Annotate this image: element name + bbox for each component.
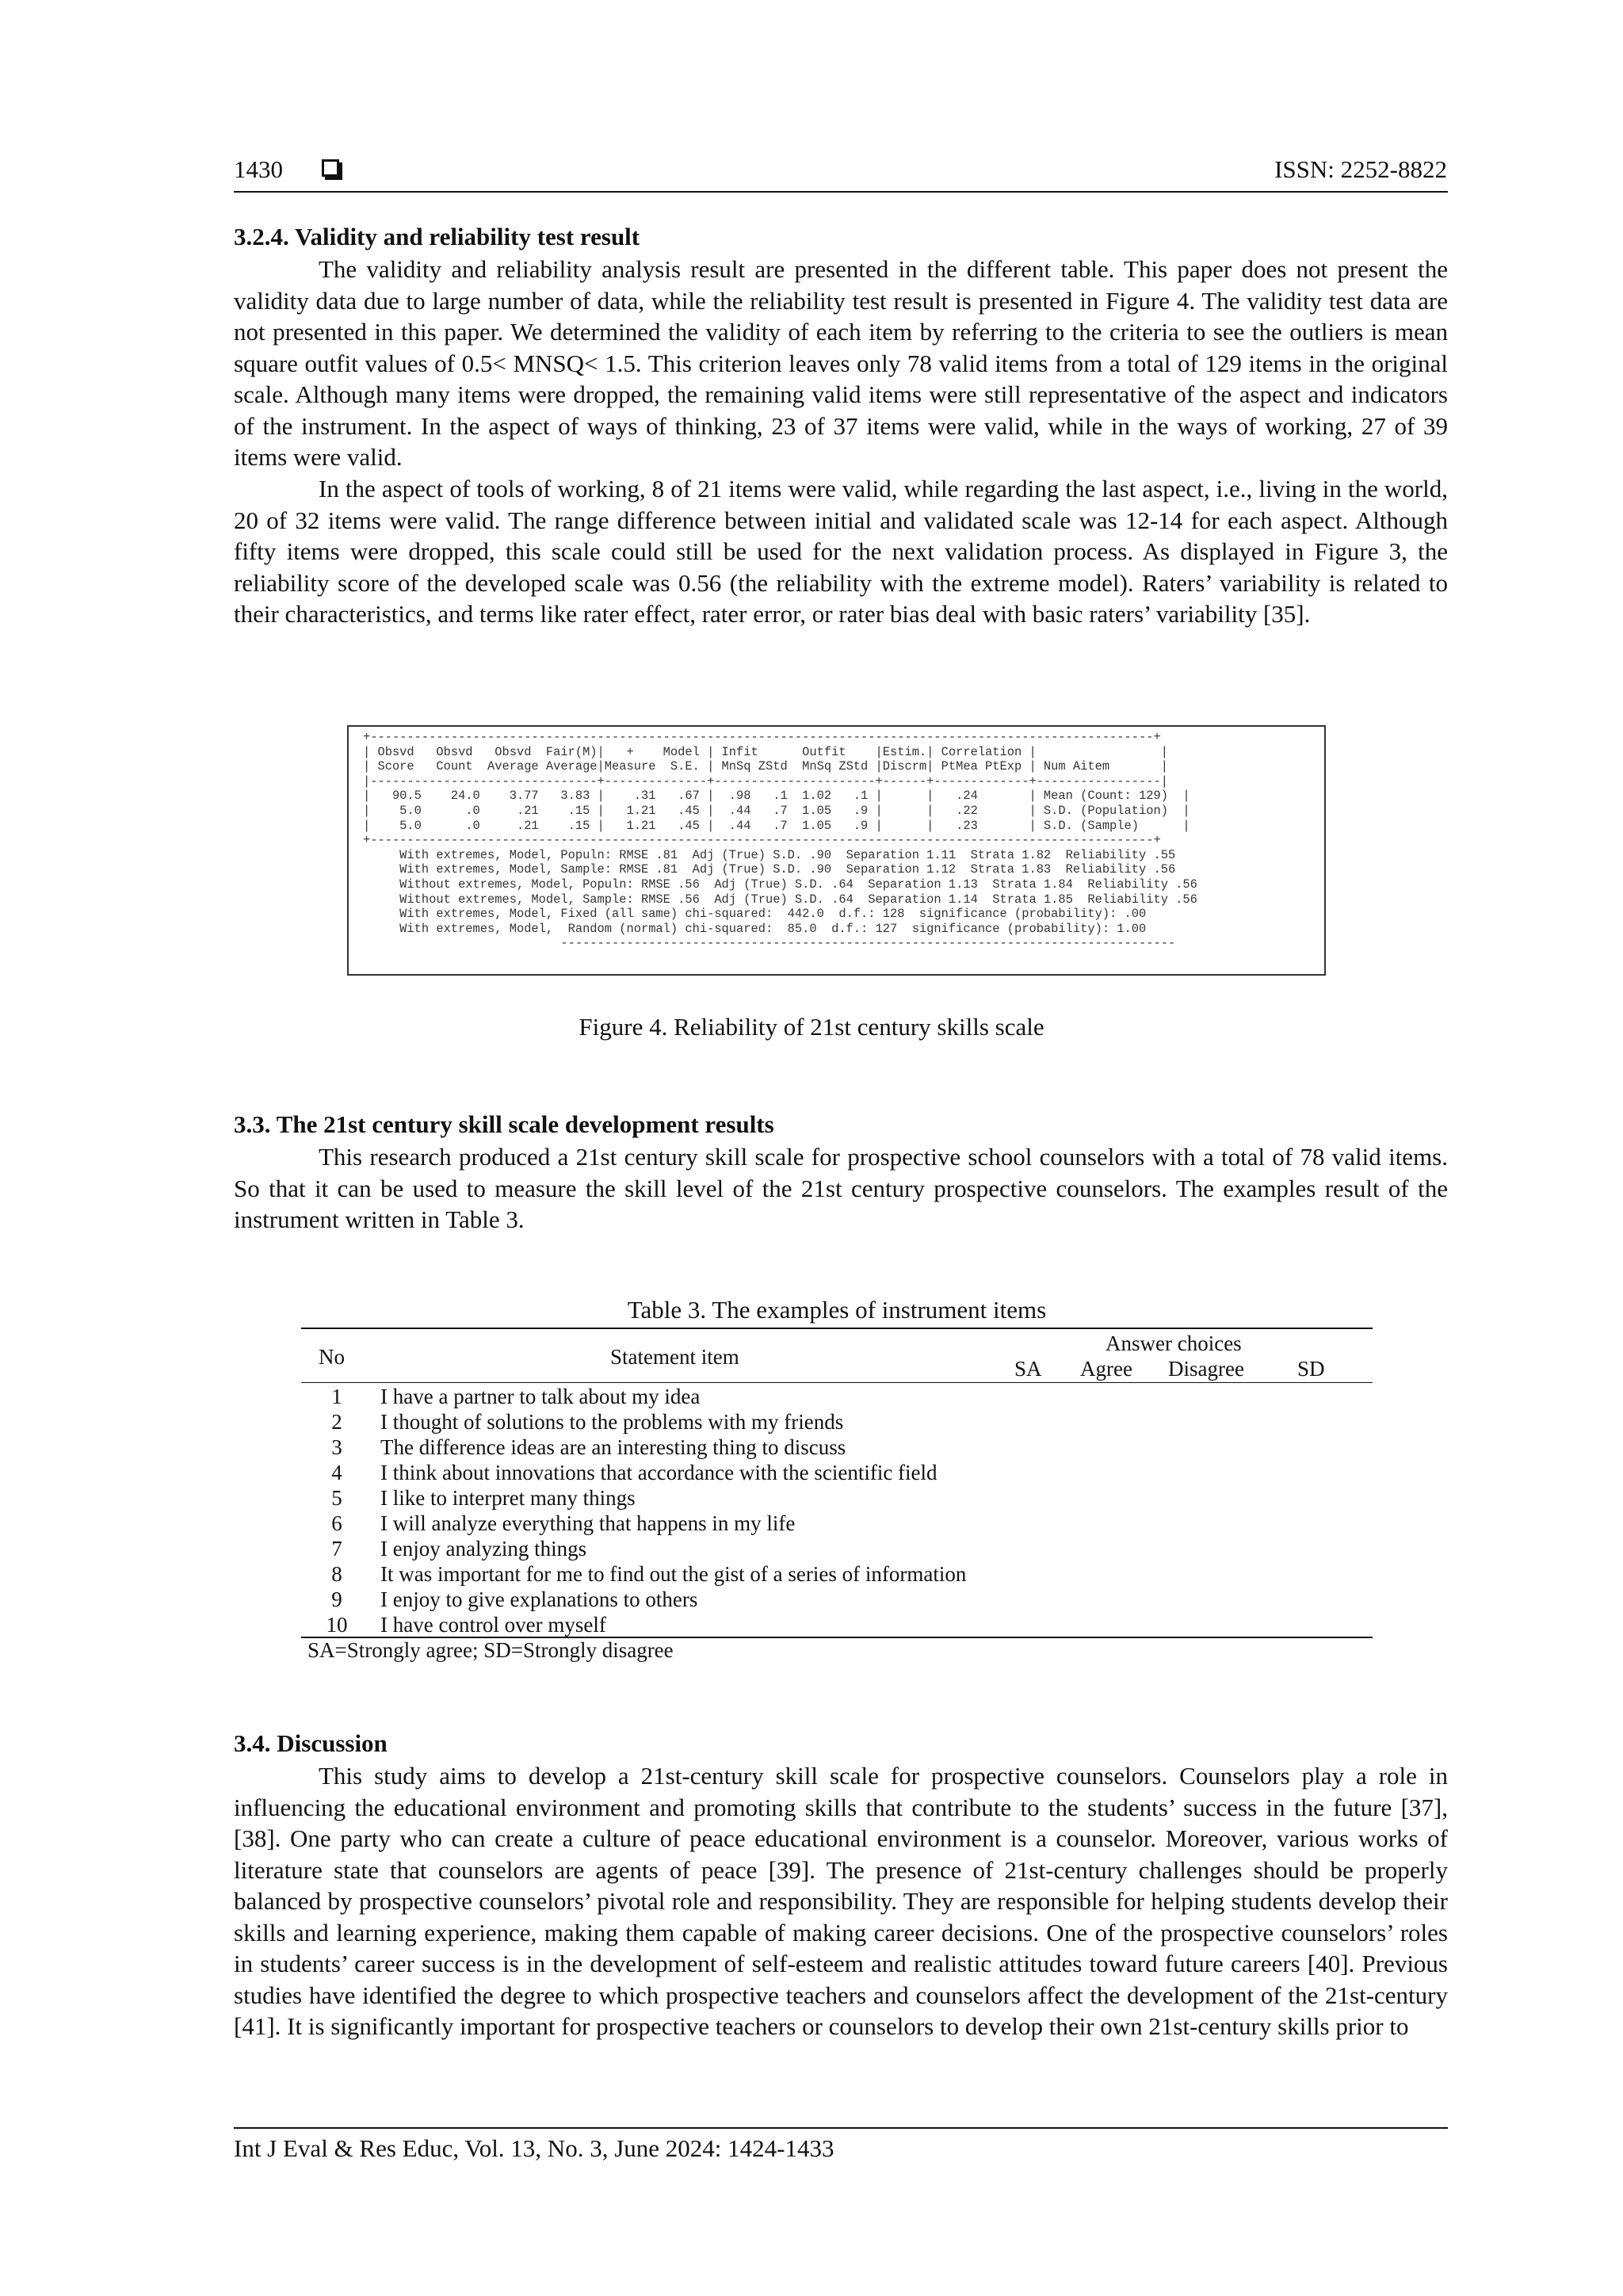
- footer-citation: Int J Eval & Res Educ, Vol. 13, No. 3, June 2024: 1424-1433: [234, 2134, 834, 2162]
- figure-caption: Figure 4. Reliability of 21st century skills scale: [579, 1013, 1044, 1041]
- section-heading-3-4: 3.4. Discussion: [234, 1729, 388, 1757]
- figure-4-output: [347, 725, 1326, 976]
- table-header-sa: SA: [1014, 1357, 1042, 1381]
- row-statement: I like to interpret many things: [380, 1486, 636, 1510]
- paragraph: This research produced a 21st century skill scale for prospective school counselors with a total of 78 valid items. So that it can be used to measure the skill level of the 21st century prospective counselors. The examples result of the instrument written in Table 3.: [234, 1143, 1448, 1233]
- footer-rule: [234, 2127, 1448, 2129]
- row-no: 7: [331, 1537, 342, 1561]
- table-row: [301, 1486, 1373, 1511]
- box-bullet-icon: [322, 159, 339, 177]
- row-no: 3: [331, 1435, 342, 1459]
- section-heading-3-3: 3.3. The 21st century skill scale development results: [234, 1110, 774, 1138]
- table-header-agree: Agree: [1080, 1357, 1132, 1381]
- page-number: 1430: [234, 155, 283, 183]
- row-no: 6: [331, 1511, 342, 1535]
- row-statement: I will analyze everything that happens in my life: [380, 1511, 796, 1535]
- table-row: [301, 1435, 1373, 1461]
- row-statement: I think about innovations that accordance with the scientific field: [380, 1461, 938, 1484]
- table-header-statement: Statement item: [610, 1345, 739, 1369]
- table-header-disagree: Disagree: [1168, 1357, 1244, 1381]
- section-heading-3-2-4: 3.2.4. Validity and reliability test result: [234, 223, 640, 250]
- row-statement: I enjoy to give explanations to others: [380, 1587, 698, 1611]
- table-header-answer-choices: Answer choices: [1106, 1331, 1242, 1355]
- row-no: 8: [331, 1562, 342, 1586]
- table-row: [301, 1613, 1373, 1638]
- table-row: [301, 1461, 1373, 1486]
- table-row: [301, 1511, 1373, 1537]
- table-row: [301, 1537, 1373, 1562]
- row-no: 9: [331, 1587, 342, 1611]
- paragraph: In the aspect of tools of working, 8 of 21 items were valid, while regarding the last aspect, i.e., living in the world, 20 of 32 items were valid. The range difference between initial and validated scale was 12-14 for each aspect. Although fifty items were dropped, this scale could still be used for the next validation process. As displayed in Figure 3, the reliability score of the developed scale was 0.56 (the reliability with the extreme model). Raters’ variability is related to their characteristics, and terms like rater effect, rater error, or rater bias deal with basic raters’ variability [35].: [234, 475, 1448, 628]
- row-statement: It was important for me to find out the gist of a series of information: [380, 1562, 967, 1586]
- row-no: 10: [326, 1613, 348, 1637]
- table-row: [301, 1587, 1373, 1613]
- table-row: [301, 1385, 1373, 1410]
- table-title: Table 3. The examples of instrument items: [627, 1296, 1047, 1324]
- table-header-rule: [301, 1382, 1373, 1383]
- issn: ISSN: 2252-8822: [1274, 155, 1447, 183]
- row-no: 4: [331, 1461, 342, 1484]
- table-header-sd: SD: [1297, 1357, 1325, 1381]
- row-statement: I have a partner to talk about my idea: [380, 1385, 701, 1408]
- figure-4-text: +-----------------------------------------------------------------------------------------------------------+ | Obsvd Obsvd Obsvd Fair(M)| + Model | Infit Outfit |Estim.| Correlation | | | Score Count Average Average|Measure S.E. | MnSq ZStd MnSq ZStd |Discrm| PtMea PtExp | Num Aitem | |-------------------------------+--------------+----------------------+------+-------------+-----------------| | 90.5 24.0 3.77 3.83 | .31 .67 | .98 .1 1.02 .1 | | .24 | Mean (Count: 129) | | 5.0 .0 .21 .15 | 1.21 .45 | .44 .7 1.05 .9 | | .22 | S.D. (Population) | | 5.0 .0 .21 .15 | 1.21 .45 | .44 .7 1.05 .9 | | .23 | S.D. (Sample) | +-----------------------------------------------------------------------------------------------------------+ With extremes, Model, Populn: RMSE .81 Adj (True) S.D. .90 Separation 1.11 Strata 1.82 Reliability .55 With extremes, Model, Sample: RMSE .81 Adj (True) S.D. .90 Separation 1.12 Strata 1.83 Reliability .56 Without extremes, Model, Populn: RMSE .56 Adj (True) S.D. .64 Separation 1.13 Strata 1.84 Reliability .56 Without extremes, Model, Sample: RMSE .56 Adj (True) S.D. .64 Separation 1.14 Strata 1.85 Reliability .56 With extremes, Model, Fixed (all same) chi-squared: 442.0 d.f.: 128 significance (probability): .00 With extremes, Model, Random (normal) chi-squared: 85.0 d.f.: 127 significance (probability): 1.00 ------------------------------------------------------------------------------------: [363, 730, 1197, 951]
- table-header-no: No: [319, 1345, 345, 1369]
- paragraph: The validity and reliability analysis result are presented in the different table. This paper does not present the validity data due to large number of data, while the reliability test result is presented in Figure 4. The validity test data are not presented in this paper. We determined the validity of each item by referring to the criteria to see the outliers is mean square outfit values of 0.5< MNSQ< 1.5. This criterion leaves only 78 valid items from a total of 129 items in the original scale. Although many items were dropped, the remaining valid items were still representative of the aspect and indicators of the instrument. In the aspect of ways of thinking, 23 of 37 items were valid, while in the ways of working, 27 of 39 items were valid.: [234, 255, 1448, 471]
- paragraph: This study aims to develop a 21st-century skill scale for prospective counselors. Counselors play a role in influencing the educational environment and promoting skills that contribute to the students’ success in the future [37], [38]. One party who can create a culture of peace educational environment is a counselor. Moreover, various works of literature state that counselors are agents of peace [39]. The presence of 21st-century challenges should be properly balanced by prospective counselors’ pivotal role and responsibility. They are responsible for helping students develop their skills and learning experience, making them capable of making career decisions. One of the prospective counselors’ roles in students’ career success is in the development of self-esteem and realistic attitudes toward future careers [40]. Previous studies have identified the degree to which prospective teachers and counselors affect the development of the 21st-century [41]. It is significantly important for prospective teachers or counselors to develop their own 21st-century skills prior to: [234, 1762, 1448, 2040]
- row-no: 2: [331, 1410, 342, 1434]
- row-statement: I enjoy analyzing things: [380, 1537, 587, 1561]
- row-statement: The difference ideas are an interesting thing to discuss: [380, 1435, 846, 1459]
- header-rule: [234, 191, 1448, 193]
- table-row: [301, 1410, 1373, 1435]
- row-no: 1: [331, 1385, 342, 1408]
- table-note: SA=Strongly agree; SD=Strongly disagree: [307, 1638, 674, 1662]
- row-no: 5: [331, 1486, 342, 1510]
- row-statement: I have control over myself: [380, 1613, 606, 1637]
- row-statement: I thought of solutions to the problems with my friends: [380, 1410, 844, 1434]
- table-row: [301, 1562, 1373, 1587]
